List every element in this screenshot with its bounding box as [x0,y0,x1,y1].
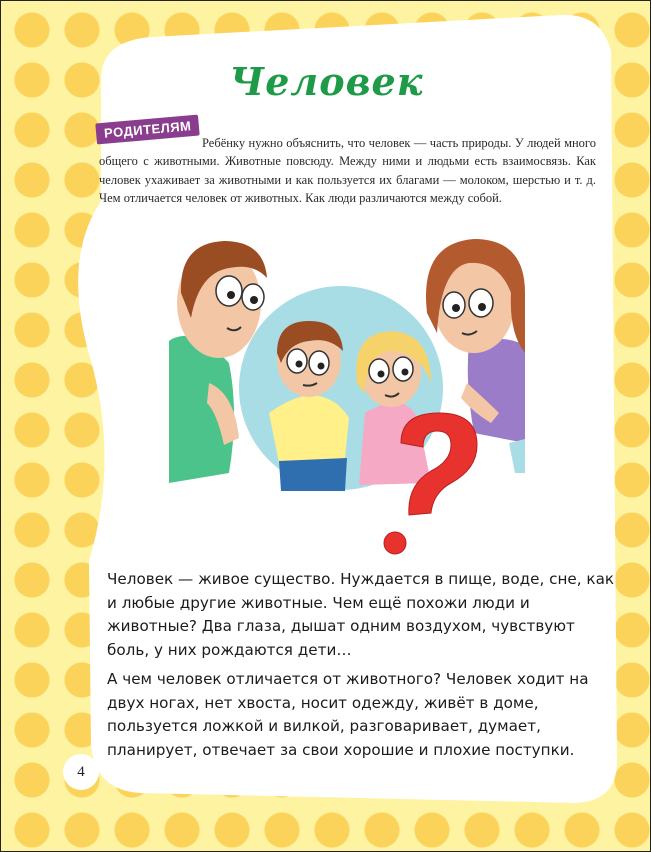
paragraph-1: Человек — живое существо. Нуждается в пище, воде, сне, как и любые другие животные. Чем ещё похожи люди и животные? Два глаза, дышат одним воздухом, чувствуют боль, у них рождаются дети… [107,570,615,659]
paragraph-2: А чем человек отличается от животного? Человек ходит на двух ногах, нет хвоста, носит одежду, живёт в доме, пользуется ложкой и вилкой, разговаривает, думает, планирует, отвечает за свои хорошие и плохие поступки. [107,670,589,759]
family-illustration [169,233,529,558]
boy-figure [269,321,349,491]
parents-note-text: Ребёнку нужно объяснить, что человек — часть природы. У людей много общего с животными. Животные повсюду. Между ними и людьми есть взаимосвязь. Как человек ухаживает за животными и как пользуется их благами — молоком, шерстью и т. д. Чем отличается человек от животных. Как люди различаются между собой. [99,136,596,205]
page-number: 4 [63,754,99,790]
page-title: Человек [229,59,424,104]
parents-badge: РОДИТЕЛЯМ [95,115,200,145]
